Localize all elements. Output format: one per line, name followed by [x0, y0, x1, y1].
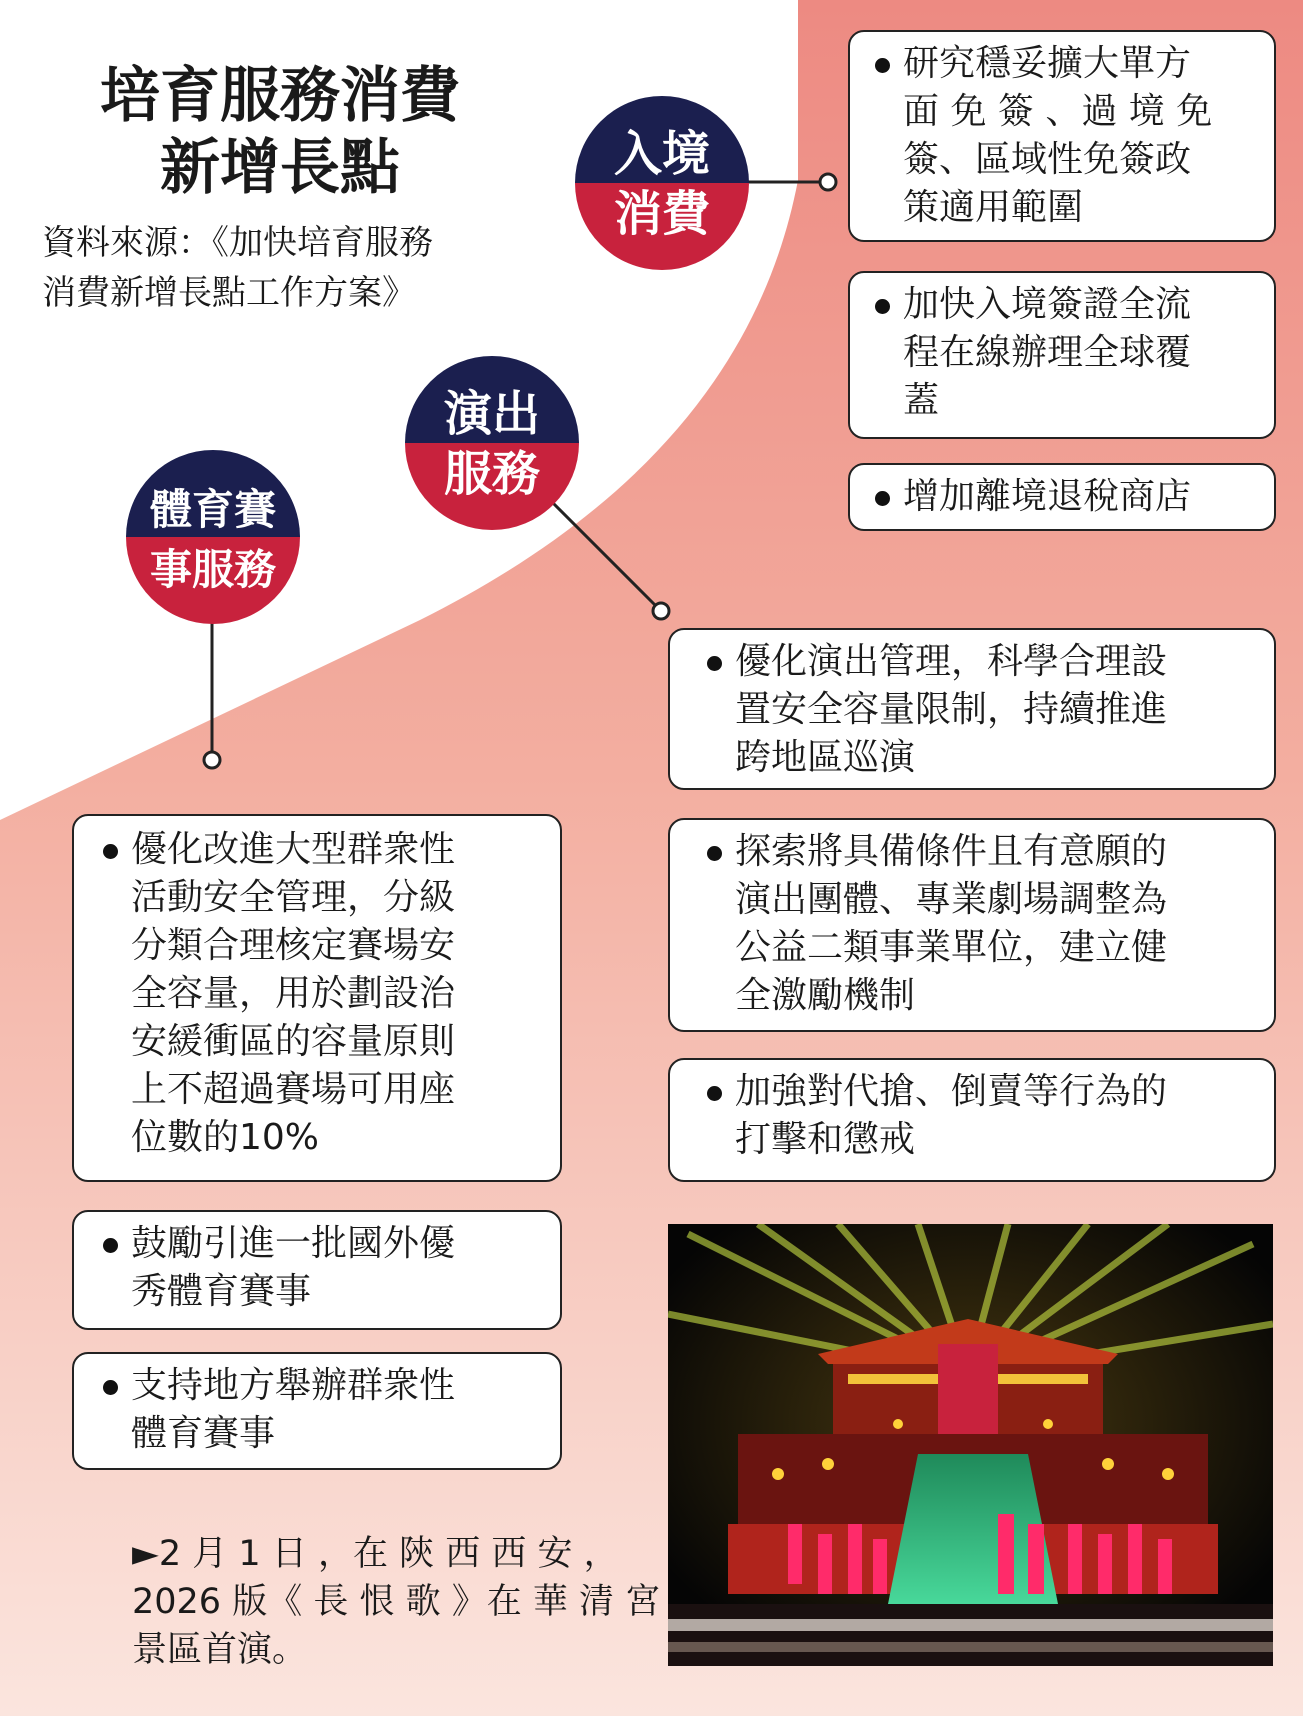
badge-performance-services [405, 356, 579, 530]
bullet-icon [707, 656, 722, 671]
source-line-2: 消費新增長點工作方案》 [42, 273, 416, 313]
badge-inbound-line-1: 入境 [613, 126, 710, 182]
item-line: 秀體育賽事 [131, 1271, 312, 1312]
bullet-icon [103, 844, 118, 859]
photo-caption [132, 1530, 661, 1674]
item-line: 增加離境退稅商店 [903, 476, 1192, 517]
bullet-icon [875, 299, 890, 314]
item-line: 探索將具備條件且有意願的 [735, 831, 1168, 872]
item-line: 面 免 簽 、過 境 免 [903, 91, 1213, 132]
badge-sports-events [126, 450, 300, 624]
item-line: 安緩衝區的容量原則 [131, 1021, 456, 1062]
item-line: 全激勵機制 [735, 975, 916, 1016]
item-line: 加快入境簽證全流 [903, 284, 1192, 325]
item-line: 位數的10% [131, 1117, 320, 1158]
item-line: 鼓勵引進一批國外優 [131, 1223, 456, 1264]
sports-item-1 [103, 826, 455, 1162]
item-line: 公益二類事業單位，建立健 [735, 927, 1168, 968]
item-line: 上不超過賽場可用座 [131, 1069, 456, 1110]
inbound-item-1 [875, 40, 1212, 232]
item-line: 加強對代搶、倒賣等行為的 [735, 1071, 1168, 1112]
performance-stage-photo [668, 1224, 1273, 1666]
bullet-icon [103, 1380, 118, 1395]
bullet-icon [707, 1086, 722, 1101]
performance-item-2 [707, 828, 1167, 1020]
item-line: 支持地方舉辦群衆性 [131, 1365, 456, 1406]
item-line: 活動安全管理，分級 [131, 877, 456, 918]
inbound-item-3 [875, 473, 1191, 521]
title-line-2: 新增長點 [160, 133, 400, 203]
item-line: 優化演出管理，科學合理設 [735, 641, 1168, 682]
sports-item-2 [103, 1220, 455, 1316]
badge-inbound-consumption [575, 96, 749, 270]
bullet-icon [103, 1238, 118, 1253]
badge-sports-line-1: 體育賽 [149, 485, 276, 534]
item-line: 演出團體、專業劇場調整為 [735, 879, 1168, 920]
bullet-icon [875, 491, 890, 506]
item-line: 全容量，用於劃設治 [131, 973, 456, 1014]
title-line-1: 培育服務消費 [100, 61, 460, 131]
bullet-icon [707, 846, 722, 861]
sports-item-3 [103, 1362, 455, 1458]
badge-performance-line-2: 服務 [443, 446, 540, 502]
bullet-icon [875, 58, 890, 73]
caption-line: ►2 月 1 日 ，在 陝 西 西 安 ， [132, 1534, 619, 1574]
item-line: 優化改進大型群衆性 [131, 829, 456, 870]
inbound-item-2 [875, 281, 1191, 425]
caption-line: 2026 版《 長 恨 歌 》在 華 清 宮 [132, 1582, 661, 1622]
caption-line: 景區首演。 [132, 1630, 308, 1670]
performance-item-1 [707, 638, 1167, 782]
badge-sports-line-2: 事服務 [149, 545, 276, 594]
item-line: 分類合理核定賽場安 [131, 925, 456, 966]
item-line: 策適用範圍 [903, 187, 1084, 228]
badge-performance-line-1: 演出 [443, 386, 540, 442]
item-line: 蓋 [903, 380, 940, 421]
source-line-1: 資料來源：《加快培育服務 [42, 223, 433, 263]
item-line: 程在線辦理全球覆 [903, 332, 1192, 373]
item-line: 置安全容量限制，持續推進 [735, 689, 1168, 730]
item-line: 簽、區域性免簽政 [903, 139, 1192, 180]
item-line: 體育賽事 [131, 1413, 276, 1454]
item-line: 研究穩妥擴大單方 [903, 43, 1192, 84]
item-line: 打擊和懲戒 [735, 1119, 916, 1160]
performance-item-3 [707, 1068, 1167, 1164]
item-line: 跨地區巡演 [735, 737, 916, 778]
badge-inbound-line-2: 消費 [613, 186, 710, 242]
